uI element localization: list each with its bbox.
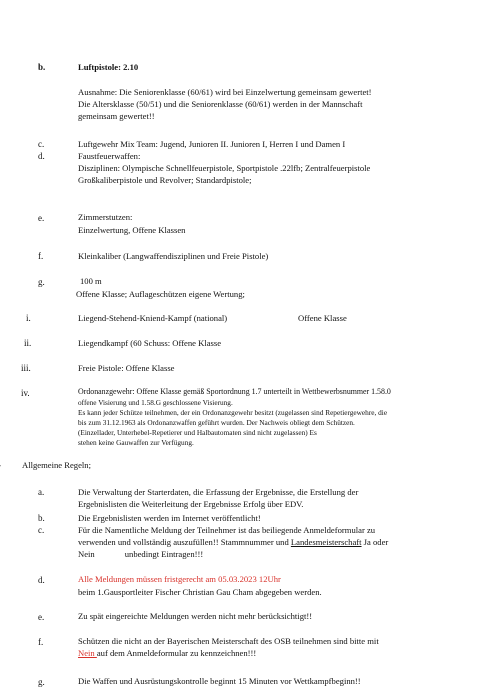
e-line-1: Zimmerstutzen: [78,212,133,222]
rule-f-line-2-rest: auf dem Anmeldeformular zu kennzeichnen!!! [96,648,257,658]
rule-c-eintragen: unbedingt Eintragen!!! [124,549,204,559]
item-label-d: d. [38,151,45,161]
g-line-1: 100 m [80,276,102,286]
item-label-g: g. [38,277,45,287]
luftpistole-heading: Luftpistole: 2.10 [78,62,139,72]
item-label-iii: iii. [21,363,31,373]
rule-b-text: Die Ergebnislisten werden im Internet veröffentlicht! [78,513,261,523]
rule-d-line-2: beim 1.Gausportleiter Fischer Christian Gau Cham abgegeben werden. [78,587,322,597]
rule-c-line-2 [78,536,388,548]
rule-label-d: d. [38,575,45,585]
b-line-2: Die Altersklasse (50/51) und die Seniorenklasse (60/61) werden in der Mannschaft [78,99,363,109]
item-label-i: i. [26,313,31,323]
rule-c-line-2-end: Ja oder [361,537,389,547]
rule-e-text: Zu spät eingereichte Meldungen werden nicht mehr berücksichtigt!! [78,611,313,621]
rule-f-line-1: Schützen die nicht an der Bayerischen Meisterschaft des OSB teilnehmen sind bitte mit [78,636,379,646]
rule-label-c: c. [38,525,45,535]
d-line-2: Disziplinen: Olympische Schnellfeuerpistole, Sportpistole .22lfb; Zentralfeuerpistole [78,163,371,173]
rule-a-line-2: Ergebnislisten die Weiterleitung der Ergebnisse Erfolg über EDV. [78,499,304,509]
rule-label-g: g. [38,677,45,687]
item-label-b: b. [38,62,46,72]
rule-label-b: b. [38,513,45,523]
deadline-notice: Alle Meldungen müssen fristgerecht am 05.03.2023 12Uhr [78,574,281,584]
d-line-1: Faustfeuerwaffen: [78,151,141,161]
roman-i-class: Offene Klasse [298,313,347,323]
item-label-iv: iv. [21,388,30,398]
rule-f-line-2 [78,647,256,659]
rule-label-a: a. [38,487,45,497]
d-line-3: Großkaliberpistole und Revolver; Standardpistole; [78,175,252,185]
rule-c-nein: Nein [78,549,95,559]
iv-line-2: offene Visierung und 1.58.G geschlossene Visierung. [78,398,233,407]
iv-line-4: bis zum 31.12.1963 als Ordonanzwaffen geführt wurden. Der Nachweis obliegt dem Schützen. [78,418,355,427]
g-line-2: Offene Klasse; Auflageschützen eigene Wertung; [76,289,245,299]
section-dash [0,459,1,471]
item-label-e: e. [38,213,45,223]
iv-line-3: Es kann jeder Schütze teilnehmen, der ein Ordonanzgewehr besitzt (zugelassen sind Repetiergewehre, die [78,408,388,417]
iv-line-5: (Einzellader, Unterhebel-Repetierer und Halbautomaten sind nicht zugelassen) Es [78,428,317,437]
item-label-ii: ii. [24,338,32,348]
rule-g-text: Die Waffen und Ausrüstungskontrolle beginnt 15 Minuten vor Wettkampfbeginn!! [78,676,361,686]
item-label-f: f. [38,251,44,261]
nein-red-underlined: Nein [78,648,97,658]
iv-line-6: stehen keine Gauwaffen zur Verfügung. [78,438,194,447]
rule-c-line-2-start: verwenden und vollständig auszufüllen!! Stammnummer und [78,537,291,547]
landesmeisterschaft-underlined: Landesmeisterschaft [290,537,362,547]
rule-c-line-3 [78,548,203,560]
rule-c-line-1: Für die Namentliche Meldung der Teilnehmer ist das beiliegende Anmeldeformular zu [78,525,376,535]
f-text: Kleinkaliber (Langwaffendisziplinen und Freie Pistole) [78,251,269,261]
roman-i-text: Liegend-Stehend-Kniend-Kampf (national) [78,313,228,323]
item-label-c: c. [38,139,45,149]
e-line-2: Einzelwertung, Offene Klassen [78,225,186,235]
iv-line-1: Ordonanzgewehr: Offene Klasse gemäß Sportordnung 1.7 unterteilt in Wettbewerbsnummer 1.58.0 [78,387,391,396]
rule-label-e: e. [38,612,45,622]
b-line-1: Ausnahme: Die Seniorenklasse (60/61) wird bei Einzelwertung gemeinsam gewertet! [78,87,372,97]
roman-iii-text: Freie Pistole: Offene Klasse [78,363,175,373]
rules-heading: Allgemeine Regeln; [22,460,91,470]
roman-ii-text: Liegendkampf (60 Schuss: Offene Klasse [78,338,222,348]
c-text: Luftgewehr Mix Team: Jugend, Junioren II. Junioren I, Herren I und Damen I [78,139,346,149]
rule-a-line-1: Die Verwaltung der Starterdaten, die Erfassung der Ergebnisse, die Erstellung der [78,487,359,497]
b-line-3: gemeinsam gewertet!! [78,111,155,121]
rule-label-f: f. [38,637,44,647]
